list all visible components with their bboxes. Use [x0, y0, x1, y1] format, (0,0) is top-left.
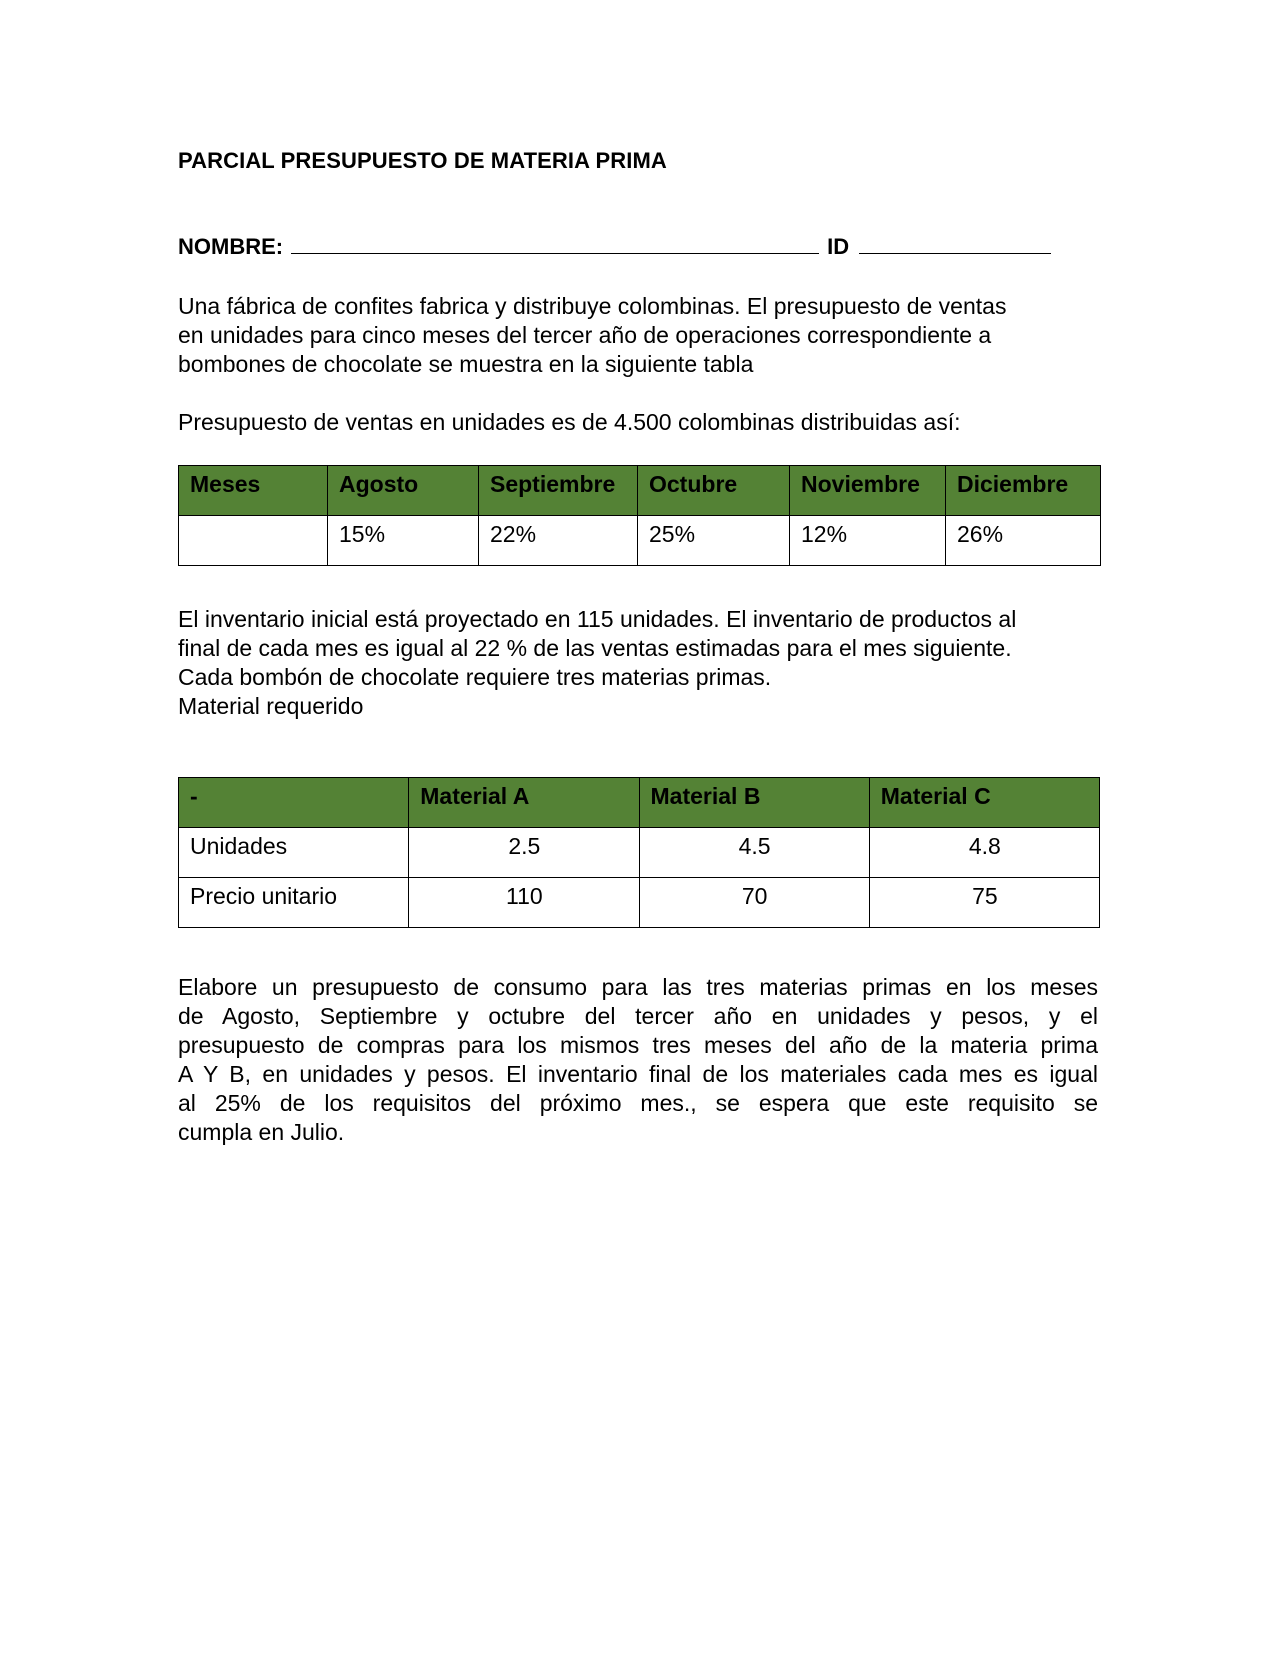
- intro-line: Una fábrica de confites fabrica y distribuye colombinas. El presupuesto de ventas: [178, 293, 1007, 319]
- table-row: [179, 878, 1100, 928]
- table-header-row: [179, 466, 1101, 516]
- table-cell: 26%: [946, 516, 1101, 566]
- intro-line: bombones de chocolate se muestra en la siguiente tabla: [178, 351, 754, 377]
- row-label-cell: Precio unitario: [179, 878, 409, 928]
- table-cell: 2.5: [409, 828, 639, 878]
- header-cell: Diciembre: [946, 466, 1101, 516]
- table-row: [179, 828, 1100, 878]
- name-id-line: [178, 234, 1098, 260]
- row-label-cell: Unidades: [179, 828, 409, 878]
- table-cell: 22%: [479, 516, 638, 566]
- sales-intro: [178, 408, 1098, 437]
- header-cell: Octubre: [638, 466, 790, 516]
- inventory-line: Material requerido: [178, 693, 364, 719]
- instructions-line: de Agosto, Septiembre y octubre del tercer año en unidades y pesos, y el: [178, 1003, 1098, 1029]
- instructions-line: cumpla en Julio.: [178, 1119, 345, 1145]
- table-cell: 70: [639, 878, 869, 928]
- sales-intro-text: Presupuesto de ventas en unidades es de 4.500 colombinas distribuidas así:: [178, 409, 961, 435]
- header-cell: -: [179, 778, 409, 828]
- header-cell: Material C: [869, 778, 1099, 828]
- instructions-line: Elabore un presupuesto de consumo para las tres materias primas en los meses: [178, 974, 1098, 1000]
- table-cell: 75: [869, 878, 1099, 928]
- inventory-paragraph: [178, 605, 1098, 721]
- table-cell: 12%: [790, 516, 946, 566]
- table-cell: 25%: [638, 516, 790, 566]
- name-label: NOMBRE:: [178, 234, 284, 259]
- document-title: PARCIAL PRESUPUESTO DE MATERIA PRIMA: [178, 148, 667, 173]
- table-cell: 15%: [328, 516, 479, 566]
- id-label: ID: [827, 234, 850, 259]
- inventory-line: El inventario inicial está proyectado en 115 unidades. El inventario de productos al: [178, 606, 1017, 632]
- inventory-line: final de cada mes es igual al 22 % de las ventas estimadas para el mes siguiente.: [178, 635, 1012, 661]
- sales-distribution-table: [178, 465, 1101, 566]
- instructions-line: al 25% de los requisitos del próximo mes., se espera que este requisito se: [178, 1090, 1098, 1116]
- instructions-line: A Y B, en unidades y pesos. El inventario final de los materiales cada mes es igual: [178, 1061, 1098, 1087]
- id-blank: [859, 235, 1051, 254]
- material-requirements-table: [178, 777, 1100, 928]
- table-cell: 4.5: [639, 828, 869, 878]
- instructions-line: presupuesto de compras para los mismos tres meses del año de la materia prima: [178, 1032, 1098, 1058]
- header-cell: Noviembre: [790, 466, 946, 516]
- header-cell: Septiembre: [479, 466, 638, 516]
- header-cell: Meses: [179, 466, 328, 516]
- table-header-row: [179, 778, 1100, 828]
- inventory-line: Cada bombón de chocolate requiere tres materias primas.: [178, 664, 772, 690]
- header-cell: Material B: [639, 778, 869, 828]
- header-cell: Material A: [409, 778, 639, 828]
- instructions-paragraph: [178, 973, 1098, 1147]
- table-cell: 110: [409, 878, 639, 928]
- table-cell: 4.8: [869, 828, 1099, 878]
- header-cell: Agosto: [328, 466, 479, 516]
- table-row: [179, 516, 1101, 566]
- intro-line: en unidades para cinco meses del tercer año de operaciones correspondiente a: [178, 322, 992, 348]
- table-cell: [179, 516, 328, 566]
- name-blank: [291, 235, 819, 254]
- intro-paragraph: [178, 292, 1098, 379]
